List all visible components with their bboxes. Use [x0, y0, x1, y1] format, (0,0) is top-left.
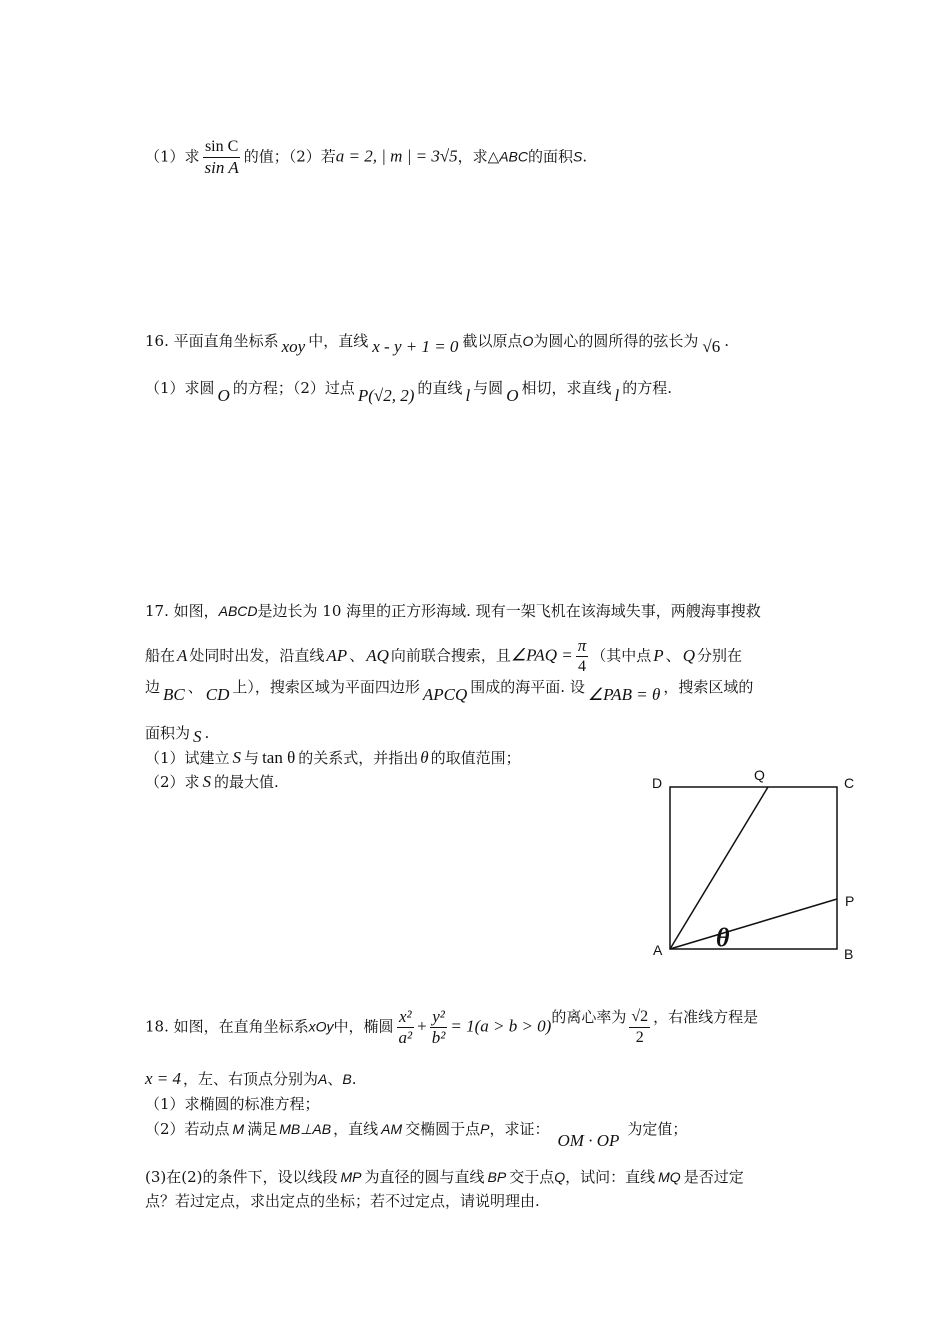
q17-text: 上），搜索区域为平面四边形 [232, 678, 420, 696]
q17-text: ，搜索区域的 [663, 678, 754, 696]
q17-text: （2）求 [145, 773, 200, 791]
q17-theta-eq: ∠PAB = θ [587, 685, 661, 704]
q16-point-p: P(√2, 2) [357, 386, 415, 405]
q18-text: 中，椭圆 [333, 1017, 394, 1036]
q17-text: 是边长为 10 海里的正方形海域. 现有一架飞机在该海域失事，两艘海事搜救 [257, 602, 761, 620]
q17-text: 围成的海平面. 设 [470, 678, 585, 696]
q16-text: 的直线 [417, 379, 463, 397]
q17-s: S [232, 748, 242, 767]
q18-condition: = 1(a > b > 0) [450, 1016, 552, 1036]
q17-apcq: APCQ [422, 685, 468, 704]
q18-text: 18. 如图，在直角坐标系 [145, 1017, 309, 1036]
q18-part-3-cont [145, 1190, 540, 1212]
frac-denominator: sin A [204, 158, 239, 177]
q17-line-2 [145, 636, 742, 677]
q18-text: 满足 [247, 1120, 278, 1138]
frac-numerator: sin C [203, 137, 240, 158]
label-theta: θ [716, 923, 730, 952]
q16-circle-o: O [217, 386, 230, 405]
q18-text: . [351, 1070, 357, 1088]
q15-text: 的值；（2）若 [243, 147, 336, 166]
q18-bp: BP [487, 1169, 507, 1185]
q17-text: 船在 [145, 646, 176, 665]
q16-text: （1）求圆 [145, 379, 215, 397]
q17-s: S [202, 772, 212, 791]
q17-text: 边 [145, 678, 161, 696]
label-b: B [844, 946, 854, 962]
q17-text: 面积为 [145, 724, 191, 742]
q18-text: ，左、右顶点分别为 [183, 1070, 319, 1088]
q17-text: . [204, 724, 210, 742]
q18-text: 的离心率为 [551, 1007, 627, 1026]
q18-mb-perp-ab: MB⊥AB [279, 1121, 332, 1137]
q16-text: 的方程；（2）过点 [232, 379, 355, 397]
q15-fraction [203, 137, 241, 178]
q17-text: （其中点 [591, 646, 652, 665]
q18-text: （1）求椭圆的标准方程； [145, 1095, 320, 1113]
q15-text: . [582, 147, 588, 166]
q18-xoy: xOy [308, 1018, 334, 1035]
q16-line-2 [145, 377, 672, 405]
q17-aq: AQ [366, 645, 389, 665]
q17-text: 、 [665, 646, 681, 665]
q18-directrix: x = 4 [145, 1069, 182, 1088]
q18-text: 为直径的圆与直线 [364, 1168, 485, 1186]
q15-text: ，求△ [457, 147, 500, 166]
q15-text: （1）求 [145, 147, 200, 166]
q18-mp: MP [340, 1169, 362, 1185]
q18-b: B [342, 1071, 352, 1087]
frac-numerator: y² [432, 1007, 445, 1026]
q16-text: 中，直线 [308, 332, 369, 350]
q18-plus: + [417, 1016, 427, 1036]
q16-text: 相切，求直线 [521, 379, 612, 397]
q17-text: 的关系式，并指出 [298, 749, 419, 767]
q17-abcd: ABCD [218, 603, 258, 619]
q18-text: ，右准线方程是 [653, 1007, 759, 1026]
q15-text: 的面积 [528, 147, 574, 166]
q18-part-3 [145, 1166, 744, 1188]
frac-denominator: 2 [635, 1029, 644, 1046]
q17-part-2 [145, 771, 279, 793]
frac-numerator: π [577, 636, 587, 655]
q17-q: Q [682, 645, 695, 665]
q17-tan: tan θ [262, 748, 296, 767]
q18-part-1 [145, 1093, 320, 1115]
q16-o: O [522, 333, 534, 349]
q15-s: S [573, 148, 583, 165]
q18-text: (3)在(2)的条件下，设以线段 [145, 1168, 338, 1186]
q17-text: 向前联合搜索，且 [390, 646, 511, 665]
q18-text: 交椭圆于点 [405, 1120, 481, 1138]
q16-circle-o: O [506, 386, 519, 405]
frac-denominator: b² [431, 1028, 446, 1047]
q17-ap: AP [326, 645, 348, 665]
q16-line-1 [145, 330, 729, 356]
frac-numerator: x² [399, 1007, 412, 1026]
q18-am: AM [381, 1121, 403, 1137]
q16-text: 的方程. [622, 379, 672, 397]
q18-text: 点？若过定点，求出定点的坐标；若不过定点，请说明理由. [145, 1192, 540, 1210]
label-a: A [653, 942, 663, 958]
q18-text: ，直线 [333, 1120, 379, 1138]
q18-text: 是否过定 [683, 1168, 744, 1186]
q17-part-1 [145, 747, 521, 769]
q16-sqrt6: √6 [702, 337, 721, 356]
q17-text: （1）试建立 [145, 749, 230, 767]
q16-text: 为圆心的圆所得的弦长为 [533, 332, 699, 350]
q17-line-3 [145, 676, 754, 704]
q18-text: 、 [327, 1070, 343, 1088]
q18-text: ，求证： [489, 1120, 550, 1138]
q18-text: 为定值； [627, 1120, 688, 1138]
frac-denominator: 4 [578, 658, 586, 675]
q16-equation: x - y + 1 = 0 [372, 337, 459, 356]
q15-line [145, 137, 587, 178]
label-d: D [652, 775, 663, 791]
q16-text: 截以原点 [462, 332, 523, 350]
q18-m: M [232, 1121, 245, 1137]
q18-part-2 [145, 1118, 688, 1150]
q17-cd: CD [205, 685, 230, 704]
q18-line-2 [145, 1068, 357, 1090]
q18-q: Q [554, 1169, 566, 1185]
q17-p: P [653, 645, 664, 665]
q17-theta: θ [420, 748, 429, 767]
q18-p: P [480, 1121, 490, 1137]
q18-mq: MQ [658, 1169, 681, 1185]
q17-pi-over-4 [576, 636, 589, 677]
q16-text: 16. 平面直角坐标系 [145, 332, 279, 350]
label-q: Q [754, 767, 765, 783]
frac-numerator: √2 [629, 1007, 650, 1028]
q18-text: 交于点 [509, 1168, 555, 1186]
q17-text: 、 [349, 646, 365, 665]
q17-text: 、 [187, 678, 203, 696]
q17-text: 与 [244, 749, 260, 767]
q17-text: 的最大值. [214, 773, 279, 791]
q18-line-1 [145, 1007, 758, 1048]
q15-condition: a = 2, | m | = 3√5 [335, 146, 458, 166]
q18-a: A [318, 1071, 328, 1087]
q17-text: 17. 如图， [145, 602, 219, 620]
q16-text: . [724, 332, 729, 350]
square-figure [650, 765, 865, 965]
q18-dot-product: OM · OP [557, 1131, 620, 1150]
q16-line-l: l [465, 386, 471, 405]
label-p: P [845, 893, 855, 909]
q17-bc: BC [163, 685, 185, 704]
q17-text: 分别在 [696, 646, 742, 665]
q18-x-fraction [397, 1007, 415, 1048]
q17-line-1 [145, 600, 761, 622]
q17-line-4 [145, 722, 209, 744]
q16-xoy: xoy [281, 337, 306, 356]
q15-triangle: ABC [499, 148, 529, 165]
q17-text: 处同时出发，沿直线 [189, 646, 325, 665]
q16-text: 与圆 [473, 379, 504, 397]
q18-text: ，试问：直线 [565, 1168, 656, 1186]
q17-angle: ∠PAQ = [510, 645, 573, 665]
q17-s: S [193, 727, 202, 746]
q17-text: 的取值范围； [430, 749, 521, 767]
q16-line-l: l [614, 386, 620, 405]
q18-eccentricity [629, 1007, 650, 1048]
frac-denominator: a² [398, 1028, 413, 1047]
q18-y-fraction [430, 1007, 448, 1048]
q17-a: A [177, 645, 188, 665]
label-c: C [844, 775, 855, 791]
q18-text: （2）若动点 [145, 1120, 230, 1138]
